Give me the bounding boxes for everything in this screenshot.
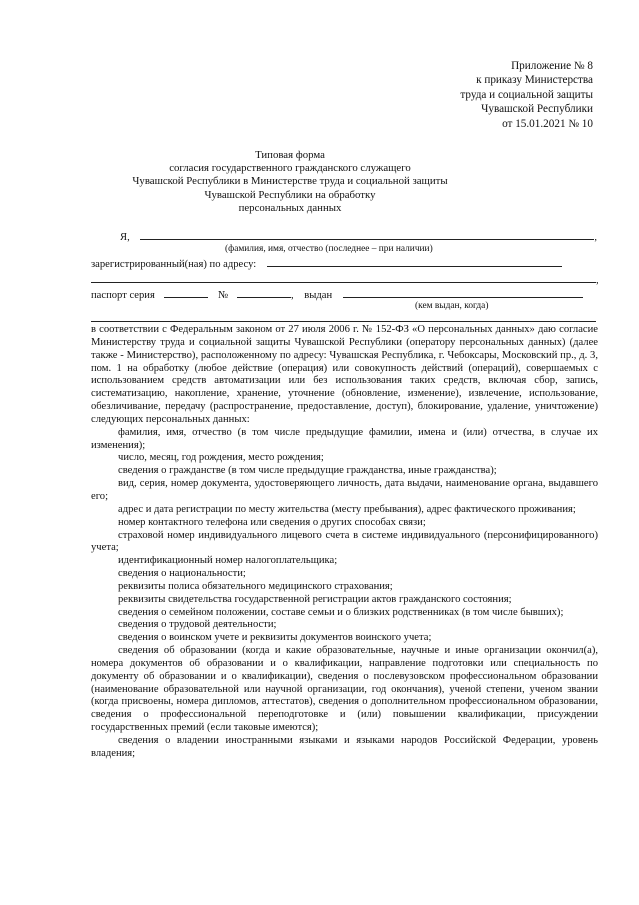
- issued-label: выдан: [304, 290, 333, 301]
- title-line-4: Чувашской Республики на обработку: [204, 188, 376, 201]
- data-item-nationality: сведения о национальности;: [118, 568, 246, 580]
- name-comma: ,: [594, 232, 598, 243]
- data-item-medical-policy: реквизиты полиса обязательного медицинского страхования;: [118, 580, 393, 592]
- appendix-line-3: труда и социальной защиты: [460, 88, 593, 101]
- passport-series-label: паспорт серия: [91, 290, 155, 301]
- address-comma: ,: [596, 275, 599, 286]
- appendix-header: [460, 59, 593, 131]
- data-item-address: адрес и дата регистрации по месту жительства (месту пребывания), адрес фактического проживания;: [118, 503, 576, 515]
- title-line-2: согласия государственного гражданского служащего: [169, 162, 411, 175]
- address-row-2: [91, 272, 598, 288]
- data-item-full-name: фамилия, имя, отчество (в том числе предыдущие фамилии, имена и (или) отчества, в случае их изменения);: [91, 426, 598, 451]
- passport-comma: ,: [290, 290, 294, 301]
- registered-label: зарегистрированный(ная) по адресу:: [91, 259, 257, 270]
- name-hint: (фамилия, имя, отчество (последнее – при наличии): [225, 244, 433, 254]
- consent-intro: в соответствии с Федеральным законом от 27 июля 2006 г. № 152-ФЗ «О персональных данных» даю согласие Министерству труда и социальной защиты Чувашской Республики (оператору персональных данных) (далее также - Министерство), расположенному по адресу: Чувашская Республика, г. Чебоксары, Московский пр., д. 3, пом. 1 на обработку (любое действие (операция) или совокупность действий (операций), совершаемых с использованием средств автоматизации или без использования таких средств, включая сбор, запись, систематизацию, накопление, хранение, уточнение (обновление, изменение), извлечение, использование, обезличивание, передачу (распространение, предоставление, доступ), блокирование, удаление, уничтожение) следующих персональных данных:: [91, 324, 598, 425]
- title-line-3: Чувашской Республики в Министерстве труда и социальной защиты: [132, 175, 448, 188]
- issued-by-field[interactable]: [343, 287, 583, 298]
- data-item-employment: сведения о трудовой деятельности;: [118, 619, 277, 631]
- address-row: [91, 256, 598, 272]
- passport-number-label: №: [218, 290, 229, 301]
- data-item-id-document: вид, серия, номер документа, удостоверяющего личность, дата выдачи, наименование органа, выдавшего его;: [91, 478, 598, 502]
- full-name-field[interactable]: [140, 229, 594, 240]
- data-item-snils: страховой номер индивидуального лицевого счета в системе индивидуального (персонифицированного) учета;: [91, 529, 598, 554]
- data-item-military: сведения о воинском учете и реквизиты документов воинского учета;: [118, 632, 432, 644]
- data-item-family: сведения о семейном положении, составе семьи и о близких родственниках (в том числе бывших);: [118, 606, 564, 618]
- appendix-line-1: Приложение № 8: [511, 60, 593, 72]
- appendix-line-5: от 15.01.2021 № 10: [502, 117, 593, 130]
- appendix-line-2: к приказу Министерства: [476, 74, 593, 87]
- address-field-continued[interactable]: [91, 272, 596, 283]
- passport-row: [91, 287, 598, 303]
- data-item-birth: число, месяц, год рождения, место рождения;: [118, 452, 324, 464]
- issued-hint: (кем выдан, когда): [415, 301, 489, 311]
- appendix-line-4: Чувашской Республики: [481, 103, 593, 116]
- data-item-inn: идентификационный номер налогоплательщика;: [118, 555, 338, 567]
- issued-by-field-continued[interactable]: [91, 311, 596, 322]
- title-line-1: Типовая форма: [255, 149, 325, 161]
- i-label: Я,: [120, 232, 130, 243]
- data-item-citizenship: сведения о гражданстве (в том числе предыдущие гражданства, иные гражданства);: [118, 465, 497, 477]
- title-line-5: персональных данных: [238, 201, 342, 214]
- data-item-education: сведения об образовании (когда и какие образовательные, научные и иные организации окончил(а), номера документов об образовании и о квалификации, направление подготовки или специальность по документу об образовании и о квалификации), сведения о послевузовском профессиональном образовании (наименование образовательной или научной организации, год окончания), ученой степени, ученом звании (когда присвоены, номера дипломов, аттестатов), сведения о дополнительном профессиональном образовании, сведения о профессиональной переподготовке и (или) повышении квалификации, присуждении государственных премий (если таковые имеются);: [91, 645, 598, 734]
- document-title: [80, 149, 500, 215]
- data-item-phone: номер контактного телефона или сведения о других способах связи;: [118, 516, 426, 528]
- passport-series-field[interactable]: [164, 287, 208, 298]
- address-field[interactable]: [267, 256, 562, 267]
- data-item-civil-registry: реквизиты свидетельства государственной регистрации актов гражданского состояния;: [118, 593, 512, 605]
- consent-body: [91, 324, 598, 761]
- data-item-languages: сведения о владении иностранными языками и языками народов Российской Федерации, уровень владения;: [91, 735, 598, 759]
- passport-number-field[interactable]: [237, 287, 291, 298]
